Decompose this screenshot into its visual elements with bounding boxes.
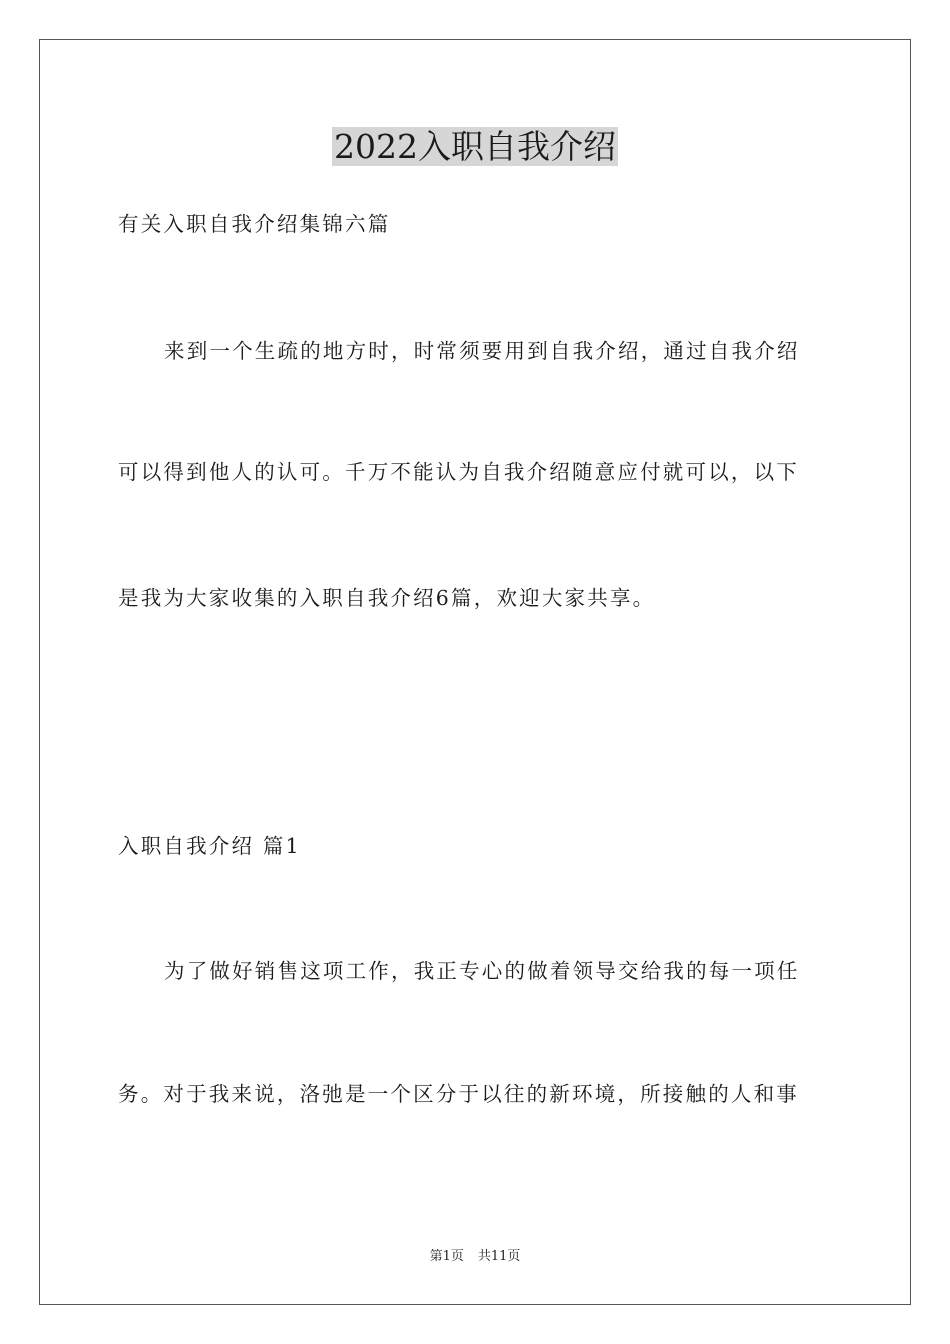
document-subtitle: 有关入职自我介绍集锦六篇 bbox=[118, 212, 391, 236]
section-heading: 入职自我介绍 篇1 bbox=[118, 834, 301, 858]
page-number: 第1页 bbox=[429, 1249, 464, 1264]
intro-line: 可以得到他人的认可。千万不能认为自我介绍随意应付就可以，以下 bbox=[118, 460, 799, 484]
body-line: 为了做好销售这项工作，我正专心的做着领导交给我的每一项任 bbox=[164, 959, 800, 983]
intro-line: 来到一个生疏的地方时，时常须要用到自我介绍，通过自我介绍 bbox=[164, 339, 800, 363]
page-footer bbox=[0, 1248, 950, 1266]
body-line: 务。对于我来说，洛弛是一个区分于以往的新环境，所接触的人和事 bbox=[118, 1082, 799, 1106]
document-title bbox=[0, 124, 950, 170]
document-title-text: 2022入职自我介绍 bbox=[334, 127, 616, 166]
page-total: 共11页 bbox=[477, 1249, 521, 1264]
intro-line: 是我为大家收集的入职自我介绍6篇，欢迎大家共享。 bbox=[118, 586, 656, 610]
